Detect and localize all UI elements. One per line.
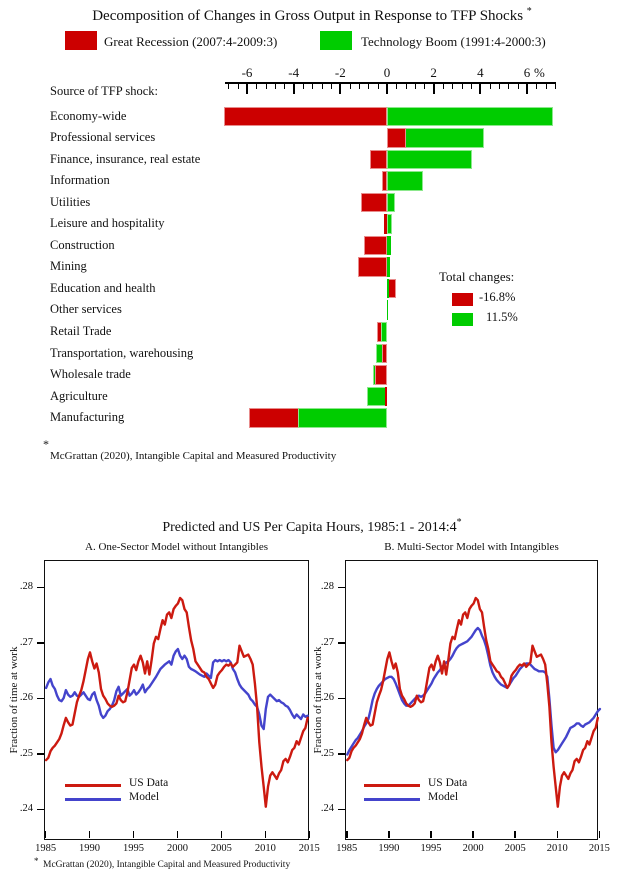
bar-axis-minor-tick [546, 84, 547, 89]
panel-a-subtitle: A. One-Sector Model without Intangibles [85, 541, 268, 553]
panel-a-ytick [37, 698, 44, 700]
bar-axis-minor-tick [266, 84, 267, 89]
panel-a-xtick-label: 1985 [35, 843, 57, 854]
totals-swatch-boom [452, 313, 473, 326]
bar-axis-minor-tick [303, 84, 304, 89]
panel-b-xtick-label: 1990 [378, 843, 400, 854]
bar-segment-boom-finance-insurance-real-estate [387, 150, 472, 170]
panel-b-ylabel: Fraction of time at work [312, 646, 324, 754]
bar-segment-recession-agriculture [385, 387, 387, 407]
bar-category-label: Information [50, 173, 110, 188]
panel-a-ytick-label: .24 [19, 803, 33, 814]
panel-b-subtitle: B. Multi-Sector Model with Intangibles [384, 541, 559, 553]
panel-a-ytick [37, 587, 44, 589]
panel-a-legend-model-line [65, 798, 121, 801]
panel-a-series-svg [46, 562, 308, 839]
panel-b-ytick [338, 642, 345, 644]
bar-axis-major-tick [526, 84, 528, 94]
panel-a-ytick-label: .28 [19, 581, 33, 592]
panel-a-ytick [37, 809, 44, 811]
panel-b-ytick [338, 587, 345, 589]
panel-a-ytick-label: .27 [19, 636, 33, 648]
bar-axis-minor-tick [424, 84, 425, 89]
bar-axis-minor-tick [536, 84, 537, 89]
bar-axis-minor-tick [462, 84, 463, 89]
panel-b-ytick-label: .27 [320, 636, 334, 648]
panel-a-xtick-label: 2010 [254, 843, 276, 854]
top-chart-title-text: Decomposition of Changes in Gross Output in Response to TFP Shocks [92, 8, 524, 24]
bar-segment-boom-retail-trade [381, 322, 387, 342]
bar-axis-minor-tick [275, 84, 276, 89]
panel-b-ytick [338, 698, 345, 700]
bar-axis-tick-label: -6 [241, 65, 253, 80]
bar-axis-minor-tick [359, 84, 360, 89]
legend-label-technology-boom: Technology Boom (1991:4-2000:3) [361, 34, 546, 49]
bar-segment-recession-leisure-and-hospitality [384, 214, 387, 234]
panel-a-ytick-label: .26 [19, 692, 33, 703]
bar-category-label: Construction [50, 237, 115, 252]
bar-axis-minor-tick [555, 84, 556, 89]
bar-segment-boom-utilities [387, 193, 395, 213]
bottom-footnote-text: McGrattan (2020), Intangible Capital and Measured Productivity [43, 860, 291, 870]
panel-b-ytick-label: .24 [320, 803, 334, 814]
panel-b-ytick [338, 753, 345, 755]
bar-axis-minor-tick [396, 84, 397, 89]
top-footnote-text: McGrattan (2020), Intangible Capital and Measured Productivity [50, 450, 337, 462]
bar-axis-tick-label: -2 [334, 65, 346, 80]
bar-segment-boom-manufacturing [298, 408, 387, 428]
bar-category-label: Economy-wide [50, 108, 127, 123]
panel-b-legend-model-line [364, 798, 420, 801]
bar-axis-tick-label: 2 [430, 65, 437, 80]
bar-axis-minor-tick [452, 84, 453, 89]
bar-axis-minor-tick [368, 84, 369, 89]
bar-segment-boom-construction [387, 236, 391, 256]
panel-a-xtick [309, 831, 311, 838]
bar-category-label: Agriculture [50, 388, 108, 403]
panel-a-model-line [46, 649, 308, 729]
bar-segment-boom-information [387, 171, 423, 191]
bar-axis-minor-tick [331, 84, 332, 89]
bar-category-label: Manufacturing [50, 410, 125, 425]
panel-b-xtick-label: 2015 [588, 843, 610, 854]
panel-a-ytick [37, 753, 44, 755]
row-header-source-of-tfp-shock: Source of TFP shock: [50, 84, 158, 98]
panel-b-xtick-label: 1985 [336, 843, 358, 854]
bar-segment-recession-economy-wide [224, 107, 387, 127]
bar-segment-recession-transportation-warehousing [382, 344, 387, 364]
bar-axis-minor-tick [415, 84, 416, 89]
bar-axis-minor-tick [238, 84, 239, 89]
panel-a-legend-model-label: Model [129, 791, 160, 803]
bar-axis-minor-tick [284, 84, 285, 89]
panel-a-ytick [37, 642, 44, 644]
bar-segment-recession-mining [358, 257, 387, 277]
bar-axis-minor-tick [322, 84, 323, 89]
top-title-asterisk: * [526, 6, 532, 17]
bar-segment-recession-construction [364, 236, 387, 256]
panel-a-xtick-label: 1990 [79, 843, 101, 854]
bar-axis-minor-tick [518, 84, 519, 89]
bar-segment-boom-economy-wide [387, 107, 553, 127]
panel-a-legend-usdata-line [65, 784, 121, 787]
bar-axis-minor-tick [228, 84, 229, 89]
bar-category-label: Education and health [50, 280, 156, 295]
bar-axis-tick-label: 0 [383, 65, 391, 80]
bar-axis-minor-tick [443, 84, 444, 89]
totals-swatch-recession [452, 293, 473, 306]
panel-b-xtick-label: 2010 [546, 843, 568, 854]
panel-b-xtick [599, 831, 601, 838]
bottom-title-asterisk: * [456, 517, 462, 528]
bar-axis-minor-tick [471, 84, 472, 89]
bar-segment-recession-professional-services [387, 128, 406, 148]
bar-segment-recession-finance-insurance-real-estate [370, 150, 387, 170]
bar-segment-boom-mining [387, 257, 390, 277]
panel-a-xtick-label: 2015 [298, 843, 320, 854]
panel-b-us-data-line [347, 598, 598, 807]
bar-category-label: Other services [50, 302, 122, 317]
panel-a-legend-usdata-label: US Data [129, 777, 169, 789]
panel-b-ytick-label: .28 [320, 581, 334, 592]
bar-axis-major-tick [433, 84, 435, 94]
panel-a-xtick-label: 1995 [123, 843, 144, 854]
bar-axis-tick-label: 6 [523, 65, 531, 80]
panel-b-xtick-label: 2000 [462, 843, 484, 854]
bar-category-label: Finance, insurance, real estate [50, 151, 201, 166]
bar-segment-recession-utilities [361, 193, 387, 213]
bar-axis-major-tick [386, 84, 388, 94]
top-footnote-asterisk: * [43, 437, 49, 451]
bar-axis-minor-tick [312, 84, 313, 89]
bottom-chart-title-text: Predicted and US Per Capita Hours, 1985:1 - 2014:4 [162, 520, 457, 535]
bar-category-label: Mining [50, 259, 87, 274]
bar-segment-recession-information [382, 171, 387, 191]
panel-a-xtick-label: 2000 [166, 843, 188, 854]
panel-b-legend-usdata-line [364, 784, 420, 787]
bottom-footnote-asterisk: * [34, 856, 39, 866]
bar-axis-tick-label: -4 [288, 65, 300, 80]
panel-b-ytick-label: .25 [320, 747, 334, 759]
bar-axis-minor-tick [508, 84, 509, 89]
bar-axis-minor-tick [490, 84, 491, 89]
bar-axis-unit-label: % [534, 65, 545, 80]
panel-b-xtick-label: 1995 [420, 843, 442, 854]
bar-segment-recession-wholesale-trade [375, 365, 387, 385]
bar-category-label: Wholesale trade [50, 367, 131, 382]
bar-segment-boom-education-and-health [387, 279, 389, 299]
bar-axis-tick-label: 4 [477, 65, 484, 80]
panel-b-xtick-label: 2005 [504, 843, 526, 854]
panel-b-ytick [338, 809, 345, 811]
bar-category-label: Professional services [50, 130, 156, 145]
bar-category-label: Transportation, warehousing [50, 345, 194, 360]
panel-b-series-svg [347, 562, 597, 839]
panel-b-legend-usdata-label: US Data [428, 777, 468, 789]
panel-b-model-line [347, 628, 600, 755]
legend-label-great-recession: Great Recession (2007:4-2009:3) [104, 34, 278, 49]
bar-axis-major-tick [246, 84, 248, 94]
panel-b-legend-model-label: Model [428, 791, 459, 803]
bar-segment-boom-leisure-and-hospitality [387, 214, 392, 234]
panel-a-ylabel: Fraction of time at work [8, 646, 20, 754]
bar-axis-major-tick [339, 84, 341, 94]
bar-category-label: Retail Trade [50, 324, 112, 338]
bar-axis-minor-tick [499, 84, 500, 89]
bar-axis-minor-tick [378, 84, 379, 89]
totals-label-boom: 11.5% [486, 310, 518, 324]
totals-label-recession: -16.8% [479, 290, 516, 304]
bar-category-label: Utilities [50, 194, 91, 209]
bar-axis-minor-tick [406, 84, 407, 89]
bar-axis-major-tick [479, 84, 481, 94]
panel-a-ytick-label: .25 [19, 747, 33, 759]
panel-b-ytick-label: .26 [320, 692, 334, 703]
bar-segment-boom-other-services [387, 300, 388, 320]
bar-axis-minor-tick [350, 84, 351, 89]
bar-category-label: Leisure and hospitality [50, 216, 165, 231]
panel-a-xtick-label: 2005 [210, 843, 232, 854]
panel-a-us-data-line [46, 598, 308, 807]
bar-axis-minor-tick [256, 84, 257, 89]
line-charts-layer [0, 510, 624, 878]
totals-legend-title: Total changes: [439, 269, 515, 284]
bar-axis-major-tick [293, 84, 295, 94]
